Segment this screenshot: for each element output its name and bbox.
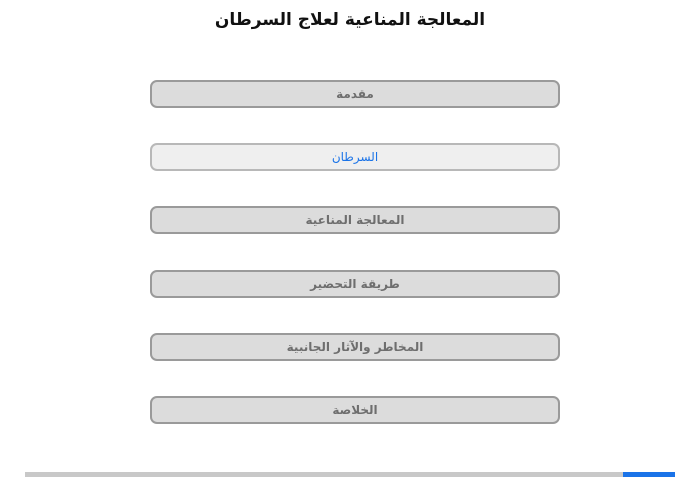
menu-item-conclusion[interactable]: الخلاصة [150,396,560,424]
page-title: المعالجة المناعية لعلاج السرطان [214,10,486,30]
menu-item-preparation[interactable]: طريقة التحضير [150,270,560,298]
progress-bar [25,472,675,477]
menu-item-immunotherapy[interactable]: المعالجة المناعية [150,206,560,234]
menu-item-introduction[interactable]: مقدمة [150,80,560,108]
menu-item-cancer[interactable]: السرطان [150,143,560,171]
progress-bar-fill [623,472,675,477]
menu-item-risks-side-effects[interactable]: المخاطر والآثار الجانبية [150,333,560,361]
